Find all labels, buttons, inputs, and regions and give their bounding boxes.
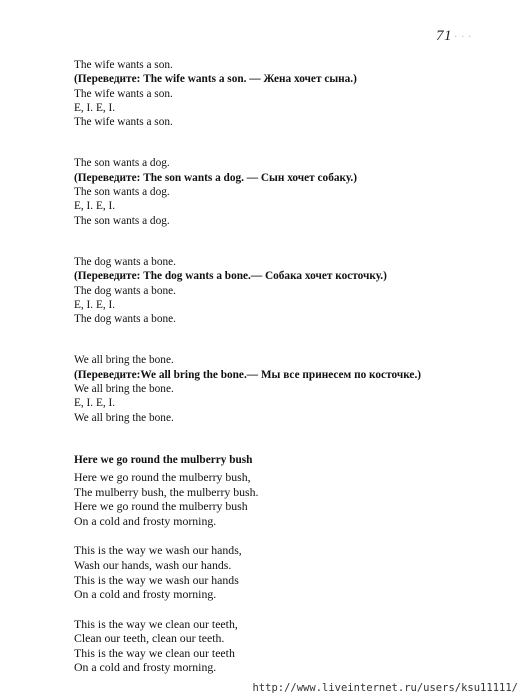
exercise-block (74, 58, 494, 129)
page-number-value: 71 (436, 28, 452, 44)
song-line: Wash our hands, wash our hands. (74, 557, 232, 572)
song-line: On a cold and frosty morning. (74, 587, 217, 602)
exercise-translation: (Переведите: The son wants a dog. — Сын хочет собаку.) (74, 171, 357, 184)
song-stanza (74, 470, 494, 528)
song-stanza (74, 543, 494, 601)
exercise-block (74, 156, 494, 227)
song-line: This is the way we wash our hands, (74, 543, 242, 558)
exercise-block (74, 255, 494, 326)
exercise-line: The wife wants a son. (74, 59, 173, 71)
song-line: This is the way we clean our teeth, (74, 616, 238, 631)
page-content (74, 58, 494, 690)
exercise-line: The wife wants a son. (74, 116, 173, 129)
exercise-line: The dog wants a bone. (74, 255, 176, 268)
exercise-letters: E, I. E, I. (74, 200, 116, 213)
song-title: Here we go round the mulberry bush (74, 453, 253, 466)
exercise-line: We all bring the bone. (74, 354, 174, 367)
exercise-translation: (Переведите: The dog wants a bone.— Собака хочет косточку.) (74, 270, 387, 283)
exercise-block (74, 353, 494, 424)
exercise-letters: E, I. E, I. (74, 101, 116, 114)
page-number-smudge: · · · (454, 29, 472, 43)
exercise-line: The son wants a dog. (74, 186, 170, 199)
exercise-line: The dog wants a bone. (74, 284, 176, 297)
exercise-line: The dog wants a bone. (74, 313, 176, 326)
source-url-link[interactable]: http://www.liveinternet.ru/users/ksu11111/ (252, 682, 518, 694)
exercise-line: We all bring the bone. (74, 383, 174, 396)
song-line: On a cold and frosty morning. (74, 513, 217, 528)
song-line: The mulberry bush, the mulberry bush. (74, 484, 259, 499)
song-line: Here we go round the mulberry bush, (74, 469, 251, 484)
exercise-line: The wife wants a son. (74, 87, 173, 100)
song-line: On a cold and frosty morning. (74, 660, 217, 675)
song-line: Clean our teeth, clean our teeth. (74, 631, 225, 646)
page-number (436, 28, 472, 45)
exercise-line: We all bring the bone. (74, 411, 174, 424)
exercise-letters: E, I. E, I. (74, 298, 116, 311)
song-line: Here we go round the mulberry bush (74, 499, 248, 514)
song-stanza (74, 617, 494, 675)
exercise-translation: (Переведите:We all bring the bone.— Мы все принесем по косточке.) (74, 368, 422, 381)
exercise-line: The son wants a dog. (74, 214, 170, 227)
exercise-line: The son wants a dog. (74, 157, 170, 170)
exercise-letters: E, I. E, I. (74, 397, 116, 410)
song-line: This is the way we clean our teeth (74, 645, 235, 660)
song-line: This is the way we wash our hands (74, 572, 239, 587)
exercise-translation: (Переведите: The wife wants a son. — Жена хочет сына.) (74, 73, 357, 86)
song-section (74, 452, 494, 675)
